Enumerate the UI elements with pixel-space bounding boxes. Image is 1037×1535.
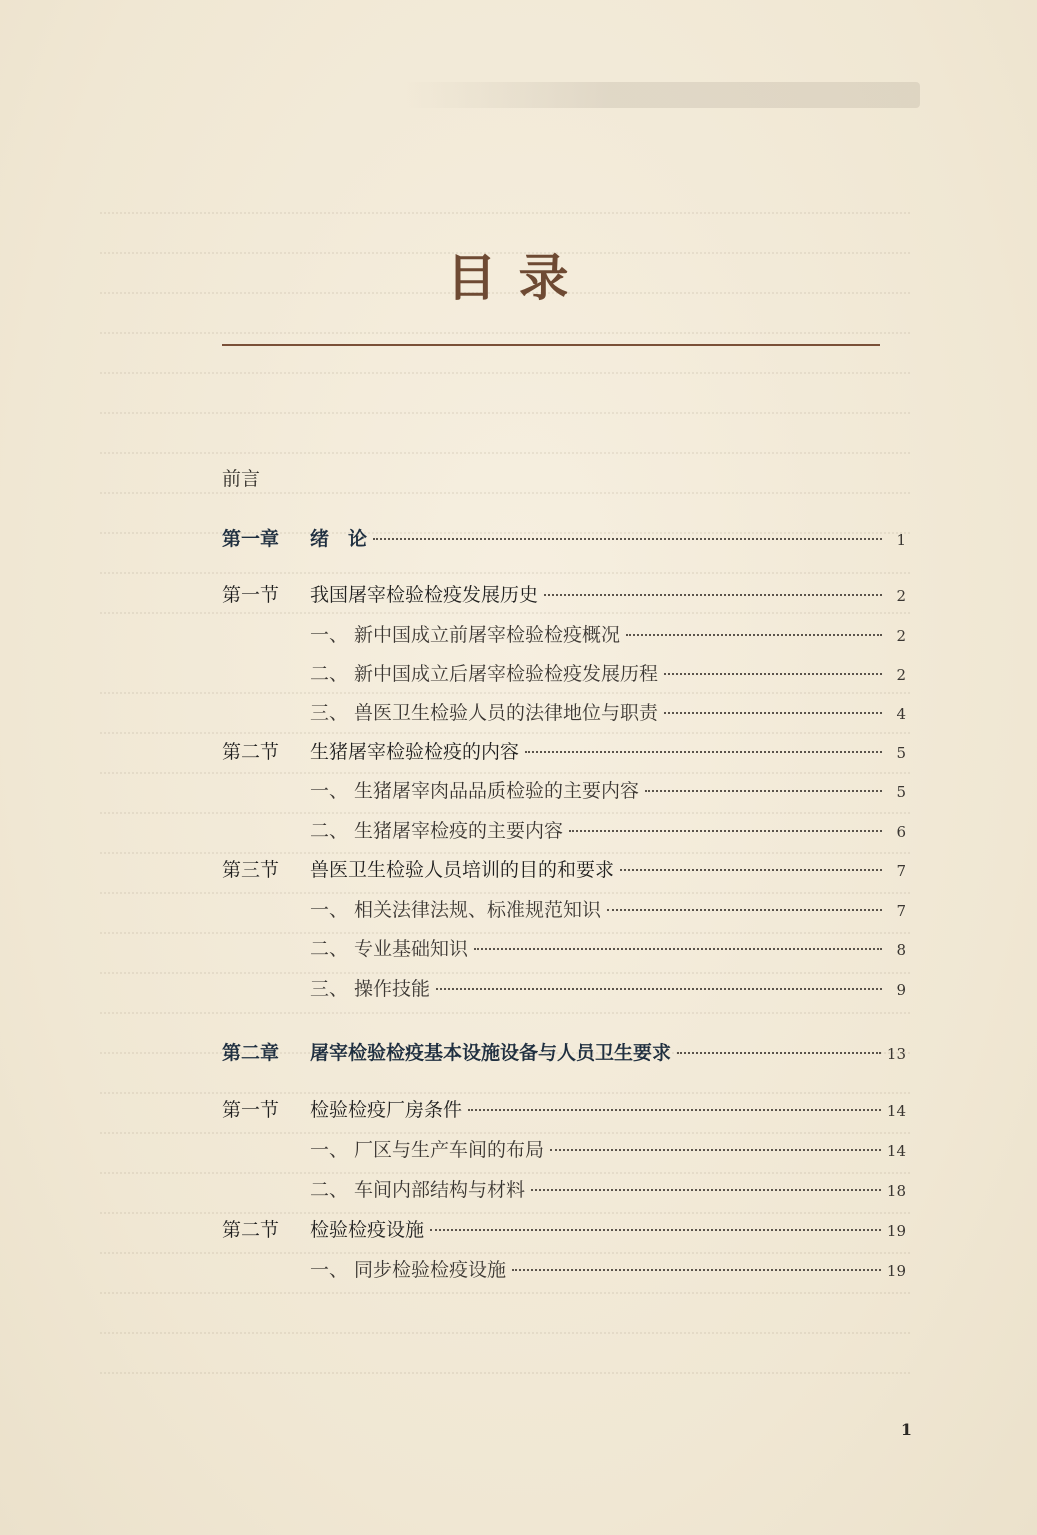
dot-leader — [436, 988, 882, 990]
toc-item-1-3-2[interactable] — [310, 934, 906, 964]
toc-item-prefix: 二、 — [310, 820, 349, 842]
toc-item-title: 兽医卫生检验人员的法律地位与职责 — [354, 702, 659, 724]
toc-item-title: 操作技能 — [354, 978, 431, 1000]
toc-section-1-3[interactable] — [222, 855, 906, 885]
show-through-header — [400, 82, 920, 108]
toc-item-1-3-1[interactable] — [310, 895, 906, 925]
dot-leader — [531, 1189, 881, 1191]
dot-leader — [664, 712, 882, 714]
toc-section-prefix: 第二节 — [222, 1219, 280, 1241]
dot-leader — [512, 1269, 881, 1271]
toc-item-prefix: 一、 — [310, 899, 349, 921]
dot-leader — [550, 1149, 881, 1151]
dot-leader — [468, 1109, 881, 1111]
toc-item-page: 5 — [896, 783, 906, 801]
dot-leader — [569, 830, 882, 832]
toc-item-title: 新中国成立后屠宰检验检疫发展历程 — [354, 663, 659, 685]
toc-item-page: 18 — [886, 1182, 906, 1200]
toc-section-prefix: 第二节 — [222, 741, 280, 763]
toc-item-title: 生猪屠宰检疫的主要内容 — [354, 820, 564, 842]
toc-section-2-1[interactable] — [222, 1095, 906, 1125]
toc-section-2-2[interactable] — [222, 1215, 906, 1245]
toc-section-title: 检验检疫厂房条件 — [310, 1099, 463, 1121]
dot-leader — [677, 1052, 881, 1054]
toc-section-page: 14 — [886, 1102, 906, 1120]
dot-leader — [525, 751, 882, 753]
toc-item-page: 6 — [896, 823, 906, 841]
dot-leader — [544, 594, 882, 596]
toc-item-title: 车间内部结构与材料 — [354, 1179, 526, 1201]
toc-item-prefix: 一、 — [310, 1139, 349, 1161]
toc-section-page: 2 — [896, 587, 906, 605]
dot-leader — [607, 909, 882, 911]
toc-chapter-2-title: 屠宰检验检疫基本设施设备与人员卫生要求 — [310, 1042, 672, 1064]
toc-item-title: 同步检验检疫设施 — [354, 1259, 507, 1281]
toc-item-prefix: 一、 — [310, 624, 349, 646]
toc-item-title: 新中国成立前屠宰检验检疫概况 — [354, 624, 621, 646]
toc-chapter-1-page: 1 — [896, 531, 906, 549]
toc-section-title: 我国屠宰检验检疫发展历史 — [310, 584, 539, 606]
toc-item-prefix: 二、 — [310, 1179, 349, 1201]
toc-item-page: 14 — [886, 1142, 906, 1160]
toc-item-prefix: 一、 — [310, 1259, 349, 1281]
toc-chapter-1[interactable] — [222, 524, 906, 554]
dot-leader — [373, 538, 882, 540]
toc-chapter-2[interactable] — [222, 1038, 906, 1068]
toc-section-title: 生猪屠宰检验检疫的内容 — [310, 741, 520, 763]
toc-preface-label: 前言 — [222, 468, 261, 490]
toc-section-page: 19 — [886, 1222, 906, 1240]
toc-item-2-1-1[interactable] — [310, 1135, 906, 1165]
page-title: 目录 — [446, 248, 591, 307]
toc-item-2-1-2[interactable] — [310, 1175, 906, 1205]
toc-item-1-2-1[interactable] — [310, 776, 906, 806]
dot-leader — [645, 790, 882, 792]
toc-item-prefix: 二、 — [310, 663, 349, 685]
toc-chapter-2-prefix: 第二章 — [222, 1042, 280, 1064]
toc-section-title: 检验检疫设施 — [310, 1219, 425, 1241]
toc-item-page: 9 — [896, 981, 906, 999]
toc-preface[interactable] — [222, 464, 260, 494]
page-number: 1 — [900, 1420, 912, 1439]
toc-item-title: 生猪屠宰肉品品质检验的主要内容 — [354, 780, 640, 802]
toc-item-1-3-3[interactable] — [310, 974, 906, 1004]
toc-item-title: 厂区与生产车间的布局 — [354, 1139, 545, 1161]
toc-item-page: 19 — [886, 1262, 906, 1280]
toc-item-prefix: 三、 — [310, 978, 349, 1000]
dot-leader — [430, 1229, 881, 1231]
title-divider — [222, 344, 880, 346]
dot-leader — [474, 948, 882, 950]
toc-item-title: 相关法律法规、标准规范知识 — [354, 899, 602, 921]
toc-item-page: 7 — [896, 902, 906, 920]
toc-item-1-2-2[interactable] — [310, 816, 906, 846]
toc-section-page: 5 — [896, 744, 906, 762]
toc-item-1-1-1[interactable] — [310, 620, 906, 650]
toc-item-title: 专业基础知识 — [354, 938, 469, 960]
toc-section-page: 7 — [896, 862, 906, 880]
toc-item-2-2-1[interactable] — [310, 1255, 906, 1285]
toc-section-title: 兽医卫生检验人员培训的目的和要求 — [310, 859, 615, 881]
toc-chapter-1-prefix: 第一章 — [222, 528, 280, 550]
toc-item-prefix: 一、 — [310, 780, 349, 802]
toc-item-prefix: 三、 — [310, 702, 349, 724]
toc-item-page: 2 — [896, 666, 906, 684]
toc-item-page: 8 — [896, 941, 906, 959]
toc-section-1-1[interactable] — [222, 580, 906, 610]
toc-item-page: 2 — [896, 627, 906, 645]
toc-chapter-2-page: 13 — [886, 1045, 906, 1063]
toc-item-page: 4 — [896, 705, 906, 723]
toc-item-1-1-2[interactable] — [310, 659, 906, 689]
dot-leader — [626, 634, 882, 636]
dot-leader — [620, 869, 882, 871]
toc-section-prefix: 第三节 — [222, 859, 280, 881]
toc-section-prefix: 第一节 — [222, 584, 280, 606]
toc-item-prefix: 二、 — [310, 938, 349, 960]
toc-item-1-1-3[interactable] — [310, 698, 906, 728]
toc-section-1-2[interactable] — [222, 737, 906, 767]
dot-leader — [664, 673, 882, 675]
toc-section-prefix: 第一节 — [222, 1099, 280, 1121]
toc-chapter-1-title: 绪 论 — [310, 528, 368, 550]
